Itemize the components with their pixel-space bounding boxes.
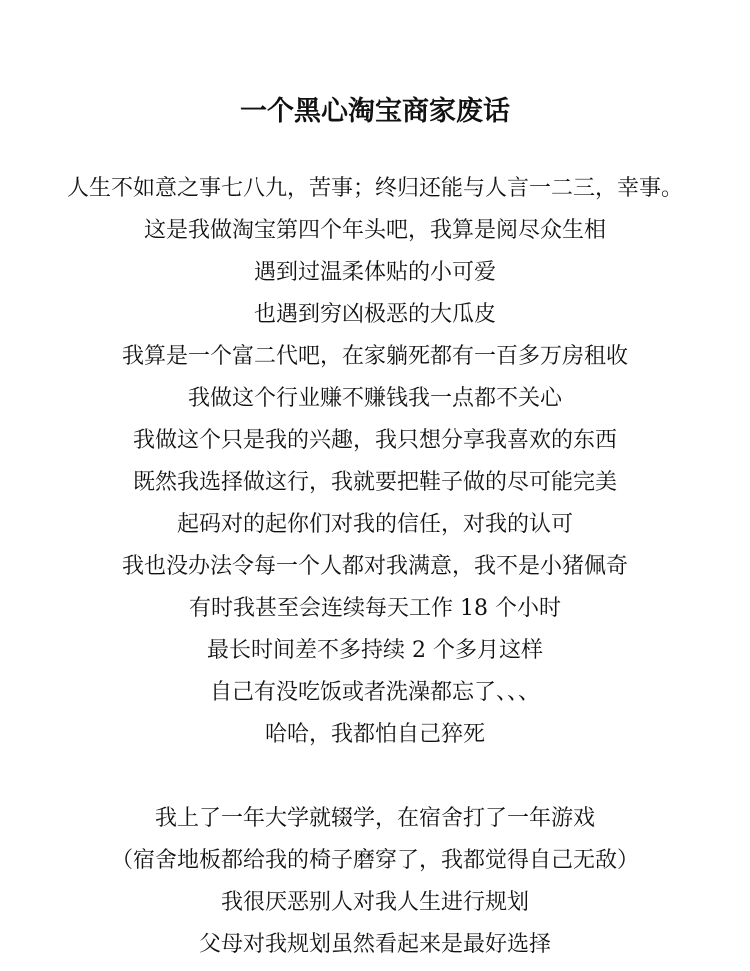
text-line: 我上了一年大学就辍学，在宿舍打了一年游戏 — [154, 806, 595, 831]
text-line: 自己有没吃饭或者洗澡都忘了、、、 — [209, 680, 540, 705]
text-line: 我做这个行业赚不赚钱我一点都不关心 — [187, 386, 562, 411]
text-line: 我也没办法令每一个人都对我满意，我不是小猪佩奇 — [121, 554, 628, 579]
text-line: 我算是一个富二代吧，在家躺死都有一百多万房租收 — [121, 344, 628, 369]
text-line: 起码对的起你们对我的信任，对我的认可 — [176, 512, 573, 537]
text-line: 哈哈，我都怕自己猝死 — [264, 722, 485, 747]
text-line: 既然我选择做这行，我就要把鞋子做的尽可能完美 — [132, 470, 617, 495]
text-line: 父母对我规划虽然看起来是最好选择 — [198, 932, 551, 957]
text-line: 遇到过温柔体贴的小可爱 — [253, 260, 496, 285]
text-line: 有时我甚至会连续每天工作 18 个小时 — [189, 596, 561, 621]
text-line: 我很厌恶别人对我人生进行规划 — [220, 890, 529, 915]
text-line: 人生不如意之事七八九，苦事；终归还能与人言一二三，幸事。 — [66, 176, 683, 201]
text-line: 也遇到穷凶极恶的大瓜皮 — [253, 302, 496, 327]
text-line: （宿舍地板都给我的椅子磨穿了，我都觉得自己无敌） — [110, 848, 639, 873]
document-body — [0, 168, 750, 966]
document-title: 一个黑心淘宝商家废话 — [240, 96, 510, 127]
text-line: 我做这个只是我的兴趣，我只想分享我喜欢的东西 — [132, 428, 617, 453]
text-line: 最长时间差不多持续 2 个多月这样 — [207, 638, 543, 663]
blank-line — [0, 756, 750, 798]
text-line: 这是我做淘宝第四个年头吧，我算是阅尽众生相 — [143, 218, 606, 243]
